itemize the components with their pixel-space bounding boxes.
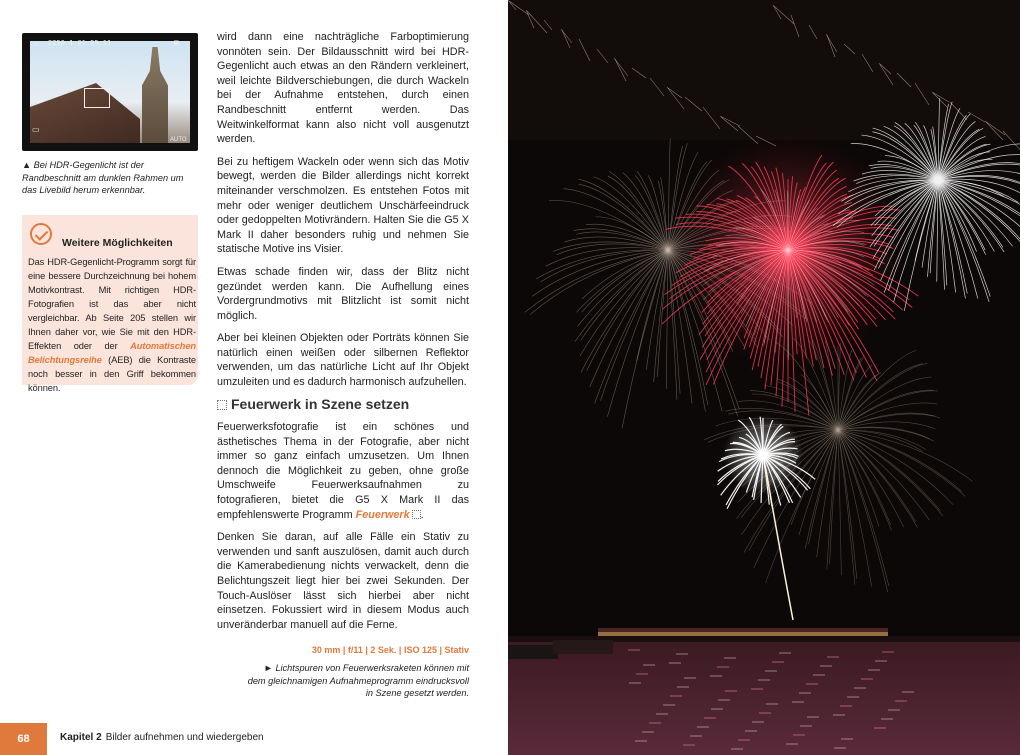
- checkmark-icon: [30, 223, 52, 245]
- paragraph: Bei zu heftigem Wackeln oder wenn sich das Motiv bewegt, werden die Bilder allerdings nicht korrekt miteinander verschmolzen. Es entstehen Fotos mit mehr oder weniger deutlichem Unschärfeeindruck oder gedoppelten Motivrändern. Halten Sie die G5 X Mark II daher besonders ruhig und nehmen Sie statische Motive ins Visier.: [217, 155, 469, 256]
- tip-text-end: (AEB) die Kontraste noch besser in den Griff bekommen können.: [28, 355, 196, 393]
- section-text-end: .: [420, 508, 424, 521]
- chapter-title: Bilder aufnehmen und wiedergeben: [105, 732, 264, 743]
- fireworks-icon: [217, 400, 227, 410]
- paragraph: Denken Sie daran, auf alle Fälle ein Stativ zu verwenden und sanft auszulösen, damit auch durch die Kamerabedienung nichts verwackelt, denn die Belichtungszeit liegt hier bei zwei Sekunden. Der Touch-Auslöser lässt sich hierbei aber nicht einsetzen. Fokussiert wird in diesem Modus auch unveränderbar manuell auf die Ferne.: [217, 531, 469, 631]
- drive-mode-icon: ▭: [32, 125, 40, 134]
- section-heading: [217, 396, 409, 412]
- paragraph: wird dann eine nachträgliche Farboptimierung vonnöten sein. Der Bildausschnitt wird bei HDR-Gegenlicht auch etwas an den Rändern verkleinert, weil leichte Bildverschiebungen, die durch Wackeln bei der Aufnahme entstehen, durch einen Randbeschnitt entfernt werden. Das Weitwinkelformat kann also nicht voll ausgenutzt werden.: [217, 31, 469, 146]
- exif-line: 30 mm | f/11 | 2 Sek. | ISO 125 | Stativ: [311, 645, 469, 655]
- lcd-top-readout: 2250 1 01:55:11: [48, 39, 112, 47]
- tip-link-aeb[interactable]: Automatischen Belichtungsreihe: [28, 341, 196, 365]
- chapter-label: Kapitel 2: [60, 732, 102, 743]
- paragraph: [217, 420, 469, 522]
- fireworks-icon: [412, 510, 421, 519]
- running-footer: [60, 732, 264, 743]
- left-page: [0, 0, 508, 755]
- program-link-fireworks[interactable]: Feuerwerk: [355, 508, 410, 521]
- auto-label: AUTO: [170, 137, 187, 143]
- section-heading-text: Feuerwerk in Szene setzen: [231, 396, 410, 412]
- section-column: [217, 420, 469, 640]
- fireworks-photo-drawing: [508, 0, 1020, 755]
- lcd-focus-frame: [84, 88, 110, 108]
- tip-text-start: Das HDR-Gegenlicht-Programm sorgt für eine bessere Durchzeichnung bei hohem Motivkontrast. Mit richtigen HDR-Fotografien ist das aber nicht vergleichbar. Ab Seite 205 stellen wir Ihnen daher vor, wie Sie mit den HDR-Effekten oder der: [28, 257, 196, 351]
- page-number: 68: [0, 723, 47, 755]
- tip-title: Weitere Möglichkeiten: [62, 237, 173, 249]
- figure-caption-right: ► Lichtspuren von Feuerwerksraketen können mit dem gleichnamigen Aufnahmeprogramm eindrucksvoll in Szene gesetzt werden.: [247, 663, 469, 698]
- tip-box: [22, 215, 198, 393]
- section-text: Feuerwerksfotografie ist ein schönes und ästhetisches Thema in der Fotografie, aber nicht immer so ganz einfach umzusetzen. Um Ihnen dennoch die Möglichkeit zu geben, ohne große Umschweife Feuerwerksaufnahmen zu fotografieren, bietet die G5 X Mark II das empfehlenswerte Programm: [217, 421, 469, 521]
- tip-text: [28, 255, 196, 395]
- paragraph: Etwas schade finden wir, dass der Blitz nicht gezündet werden kann. Die Aufhellung eines Vordergrundmotivs mit Blitzlicht ist somit nicht möglich.: [217, 265, 469, 322]
- camera-lcd-image: [22, 33, 198, 151]
- hdr-mode-icon: ☼: [32, 39, 40, 48]
- camera-icon: ◙: [174, 38, 179, 47]
- body-column: [217, 30, 469, 398]
- paragraph: Aber bei kleinen Objekten oder Porträts können Sie natürlich einen weißen oder silbernen Reflektor verwenden, um das natürliche Licht auf Ihr Objekt umzuleiten und es dadurch harmonisch aufzuhellen.: [217, 332, 469, 389]
- fireworks-photo: [508, 0, 1020, 755]
- figure-caption-left: ▲ Bei HDR-Gegenlicht ist der Randbeschnitt am dunklen Rahmen um das Livebild herum erkennbar.: [22, 160, 184, 195]
